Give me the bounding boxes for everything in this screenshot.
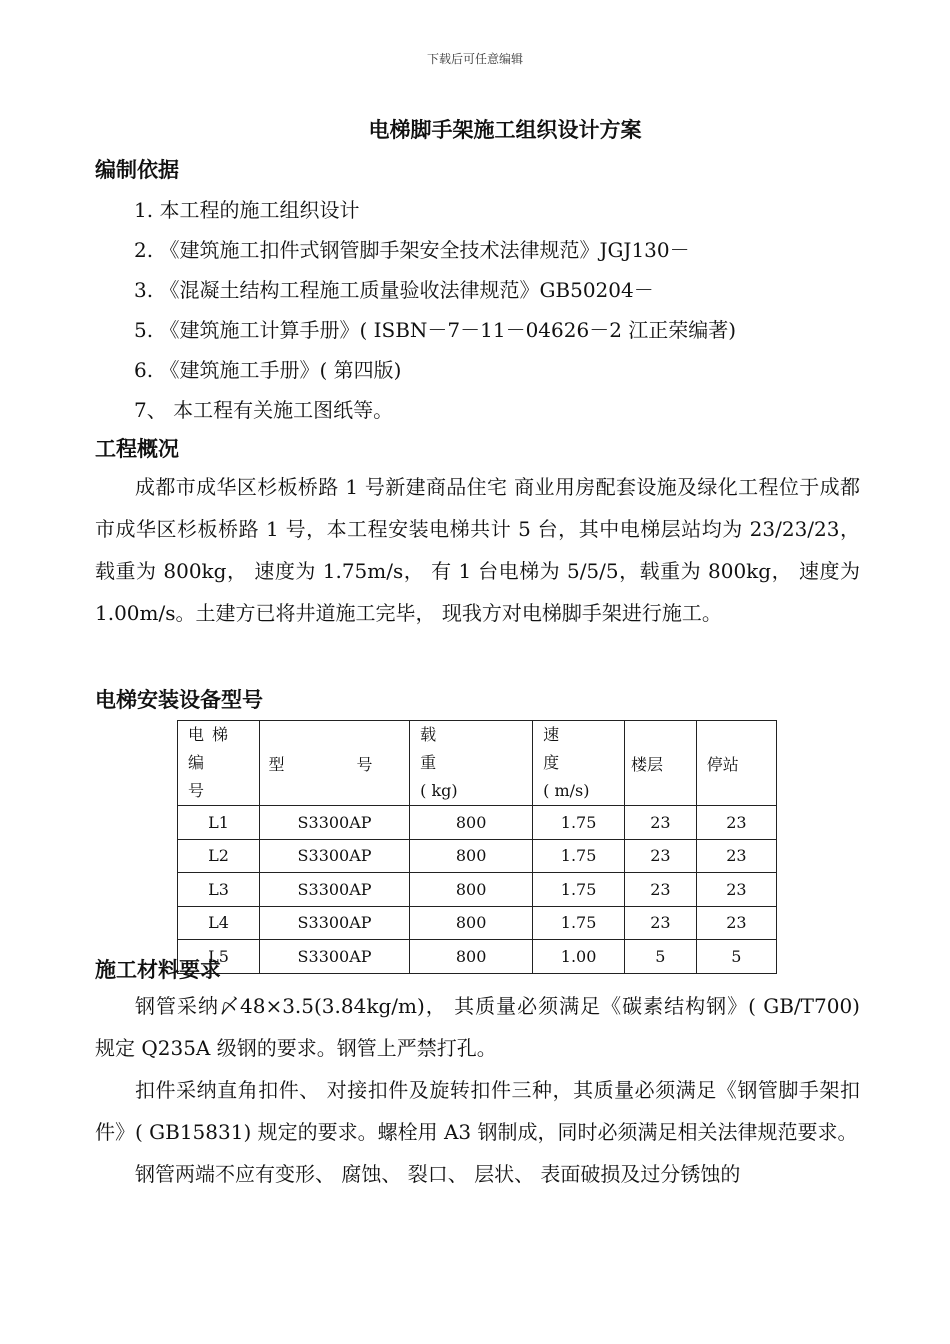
cell-load: 800 (410, 940, 533, 974)
section-heading-overview: 工程概况 (95, 437, 179, 461)
cell-load: 800 (410, 873, 533, 907)
cell-speed: 1.75 (533, 873, 625, 907)
cell-load: 800 (410, 839, 533, 873)
cell-load: 800 (410, 806, 533, 840)
materials-paragraph-steel-pipe: 钢管采纳〆48×3.5(3.84kg/m)， 其质量必须满足《碳素结构钢》( GB/T700) 规定 Q235A 级钢的要求。钢管上严禁打孔。 (95, 994, 860, 1060)
section-heading-equipment: 电梯安装设备型号 (95, 688, 263, 712)
cell-stops: 23 (696, 839, 776, 873)
cell-elevator: L3 (178, 873, 260, 907)
materials-paragraph-pipe-ends: 钢管两端不应有变形、 腐蚀、 裂口、 层状、 表面破损及过分锈蚀的 (135, 1162, 741, 1186)
cell-floors: 23 (625, 806, 697, 840)
basis-item-7: 7、 本工程有关施工图纸等。 (134, 398, 394, 422)
cell-floors: 5 (625, 940, 697, 974)
cell-model: S3300AP (259, 940, 409, 974)
cell-speed: 1.00 (533, 940, 625, 974)
header-model: 型 号 (259, 721, 409, 806)
cell-elevator: L2 (178, 839, 260, 873)
cell-elevator: L4 (178, 906, 260, 940)
cell-floors: 23 (625, 839, 697, 873)
header-load: 载 重 ( kg) (410, 721, 533, 806)
cell-stops: 23 (696, 873, 776, 907)
materials-paragraphs (95, 985, 860, 1195)
header-elevator-no: 电梯编 号 (178, 721, 260, 806)
cell-floors: 23 (625, 873, 697, 907)
cell-speed: 1.75 (533, 906, 625, 940)
table-row (178, 873, 777, 907)
table-header-row (178, 721, 777, 806)
materials-paragraph-fasteners: 扣件采纳直角扣件、 对接扣件及旋转扣件三种，其质量必须满足《钢管脚手架扣件》( GB15831) 规定的要求。螺栓用 A3 钢制成，同时必须满足相关法律规范要求。 (95, 1078, 860, 1144)
basis-item-5: 5. 《建筑施工计算手册》( ISBN－7－11－04626－2 江正荣编著) (134, 318, 737, 342)
elevator-spec-table (177, 720, 777, 974)
cell-speed: 1.75 (533, 806, 625, 840)
cell-load: 800 (410, 906, 533, 940)
basis-item-1: 1. 本工程的施工组织设计 (134, 198, 360, 222)
overview-paragraph (95, 466, 860, 634)
header-stops: 停站 (696, 721, 776, 806)
document-title: 电梯脚手架施工组织设计方案 (368, 118, 642, 142)
cell-model: S3300AP (259, 839, 409, 873)
cell-elevator: L5 (178, 940, 260, 974)
table-row (178, 806, 777, 840)
table-row (178, 906, 777, 940)
cell-speed: 1.75 (533, 839, 625, 873)
cell-stops: 23 (696, 906, 776, 940)
basis-item-3: 3. 《混凝土结构工程施工质量验收法律规范》GB50204－ (134, 278, 654, 302)
header-speed: 速 度 ( m/s) (533, 721, 625, 806)
section-heading-materials: 施工材料要求 (95, 958, 221, 982)
cell-elevator: L1 (178, 806, 260, 840)
table-row (178, 940, 777, 974)
cell-model: S3300AP (259, 873, 409, 907)
overview-text: 成都市成华区杉板桥路 1 号新建商品住宅 商业用房配套设施及绿化工程位于成都市成华区杉板桥路 1 号，本工程安装电梯共计 5 台，其中电梯层站均为 23/23/23， 载重为 800kg， 速度为 1.75m/s， 有 1 台电梯为 5/5/5，载重为 800kg， 速度为 1.00m/s。土建方已将井道施工完毕， 现我方对电梯脚手架进行施工。 (95, 475, 860, 625)
basis-item-6: 6. 《建筑施工手册》( 第四版) (134, 358, 402, 382)
cell-stops: 5 (696, 940, 776, 974)
table-row (178, 839, 777, 873)
basis-item-2: 2. 《建筑施工扣件式钢管脚手架安全技术法律规范》JGJ130－ (134, 238, 690, 262)
header-note: 下载后可任意编辑 (426, 52, 523, 66)
cell-stops: 23 (696, 806, 776, 840)
section-heading-basis: 编制依据 (95, 158, 179, 182)
header-floors: 楼层 (625, 721, 697, 806)
cell-floors: 23 (625, 906, 697, 940)
cell-model: S3300AP (259, 906, 409, 940)
cell-model: S3300AP (259, 806, 409, 840)
